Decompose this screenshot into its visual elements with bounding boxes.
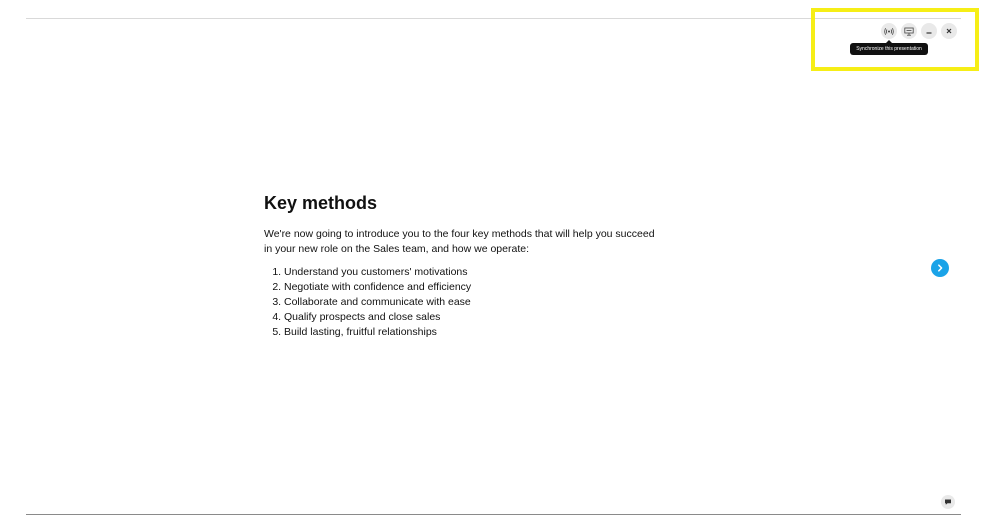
- list-item: 1. Understand you customers' motivations: [284, 265, 664, 280]
- list-item: 5. Build lasting, fruitful relationships: [284, 325, 664, 340]
- presentation-mode-button[interactable]: [901, 23, 917, 39]
- synchronize-tooltip: Synchronize this presentation: [850, 43, 928, 55]
- bottom-divider: [26, 514, 961, 515]
- close-button[interactable]: [941, 23, 957, 39]
- presentation-icon: [904, 27, 914, 36]
- list-item: 3. Collaborate and communicate with ease: [284, 295, 664, 310]
- broadcast-icon: [883, 27, 895, 36]
- list-item: 4. Qualify prospects and close sales: [284, 310, 664, 325]
- next-slide-button[interactable]: [931, 259, 949, 277]
- slide-content: [264, 192, 664, 340]
- close-icon: [945, 27, 953, 35]
- highlight-box: [811, 8, 979, 71]
- chat-bubble-icon: [944, 498, 952, 506]
- minimize-icon: [925, 27, 933, 35]
- chat-button[interactable]: [941, 495, 955, 509]
- slide-intro: We're now going to introduce you to the four key methods that will help you succeed in your new role on the Sales team, and how we operate:: [264, 228, 655, 255]
- synchronize-button[interactable]: [881, 23, 897, 39]
- minimize-button[interactable]: [921, 23, 937, 39]
- chevron-right-icon: [936, 264, 944, 272]
- methods-list: [264, 265, 664, 340]
- slide-title: Key methods: [264, 193, 378, 213]
- list-item: 2. Negotiate with confidence and efficiency: [284, 280, 664, 295]
